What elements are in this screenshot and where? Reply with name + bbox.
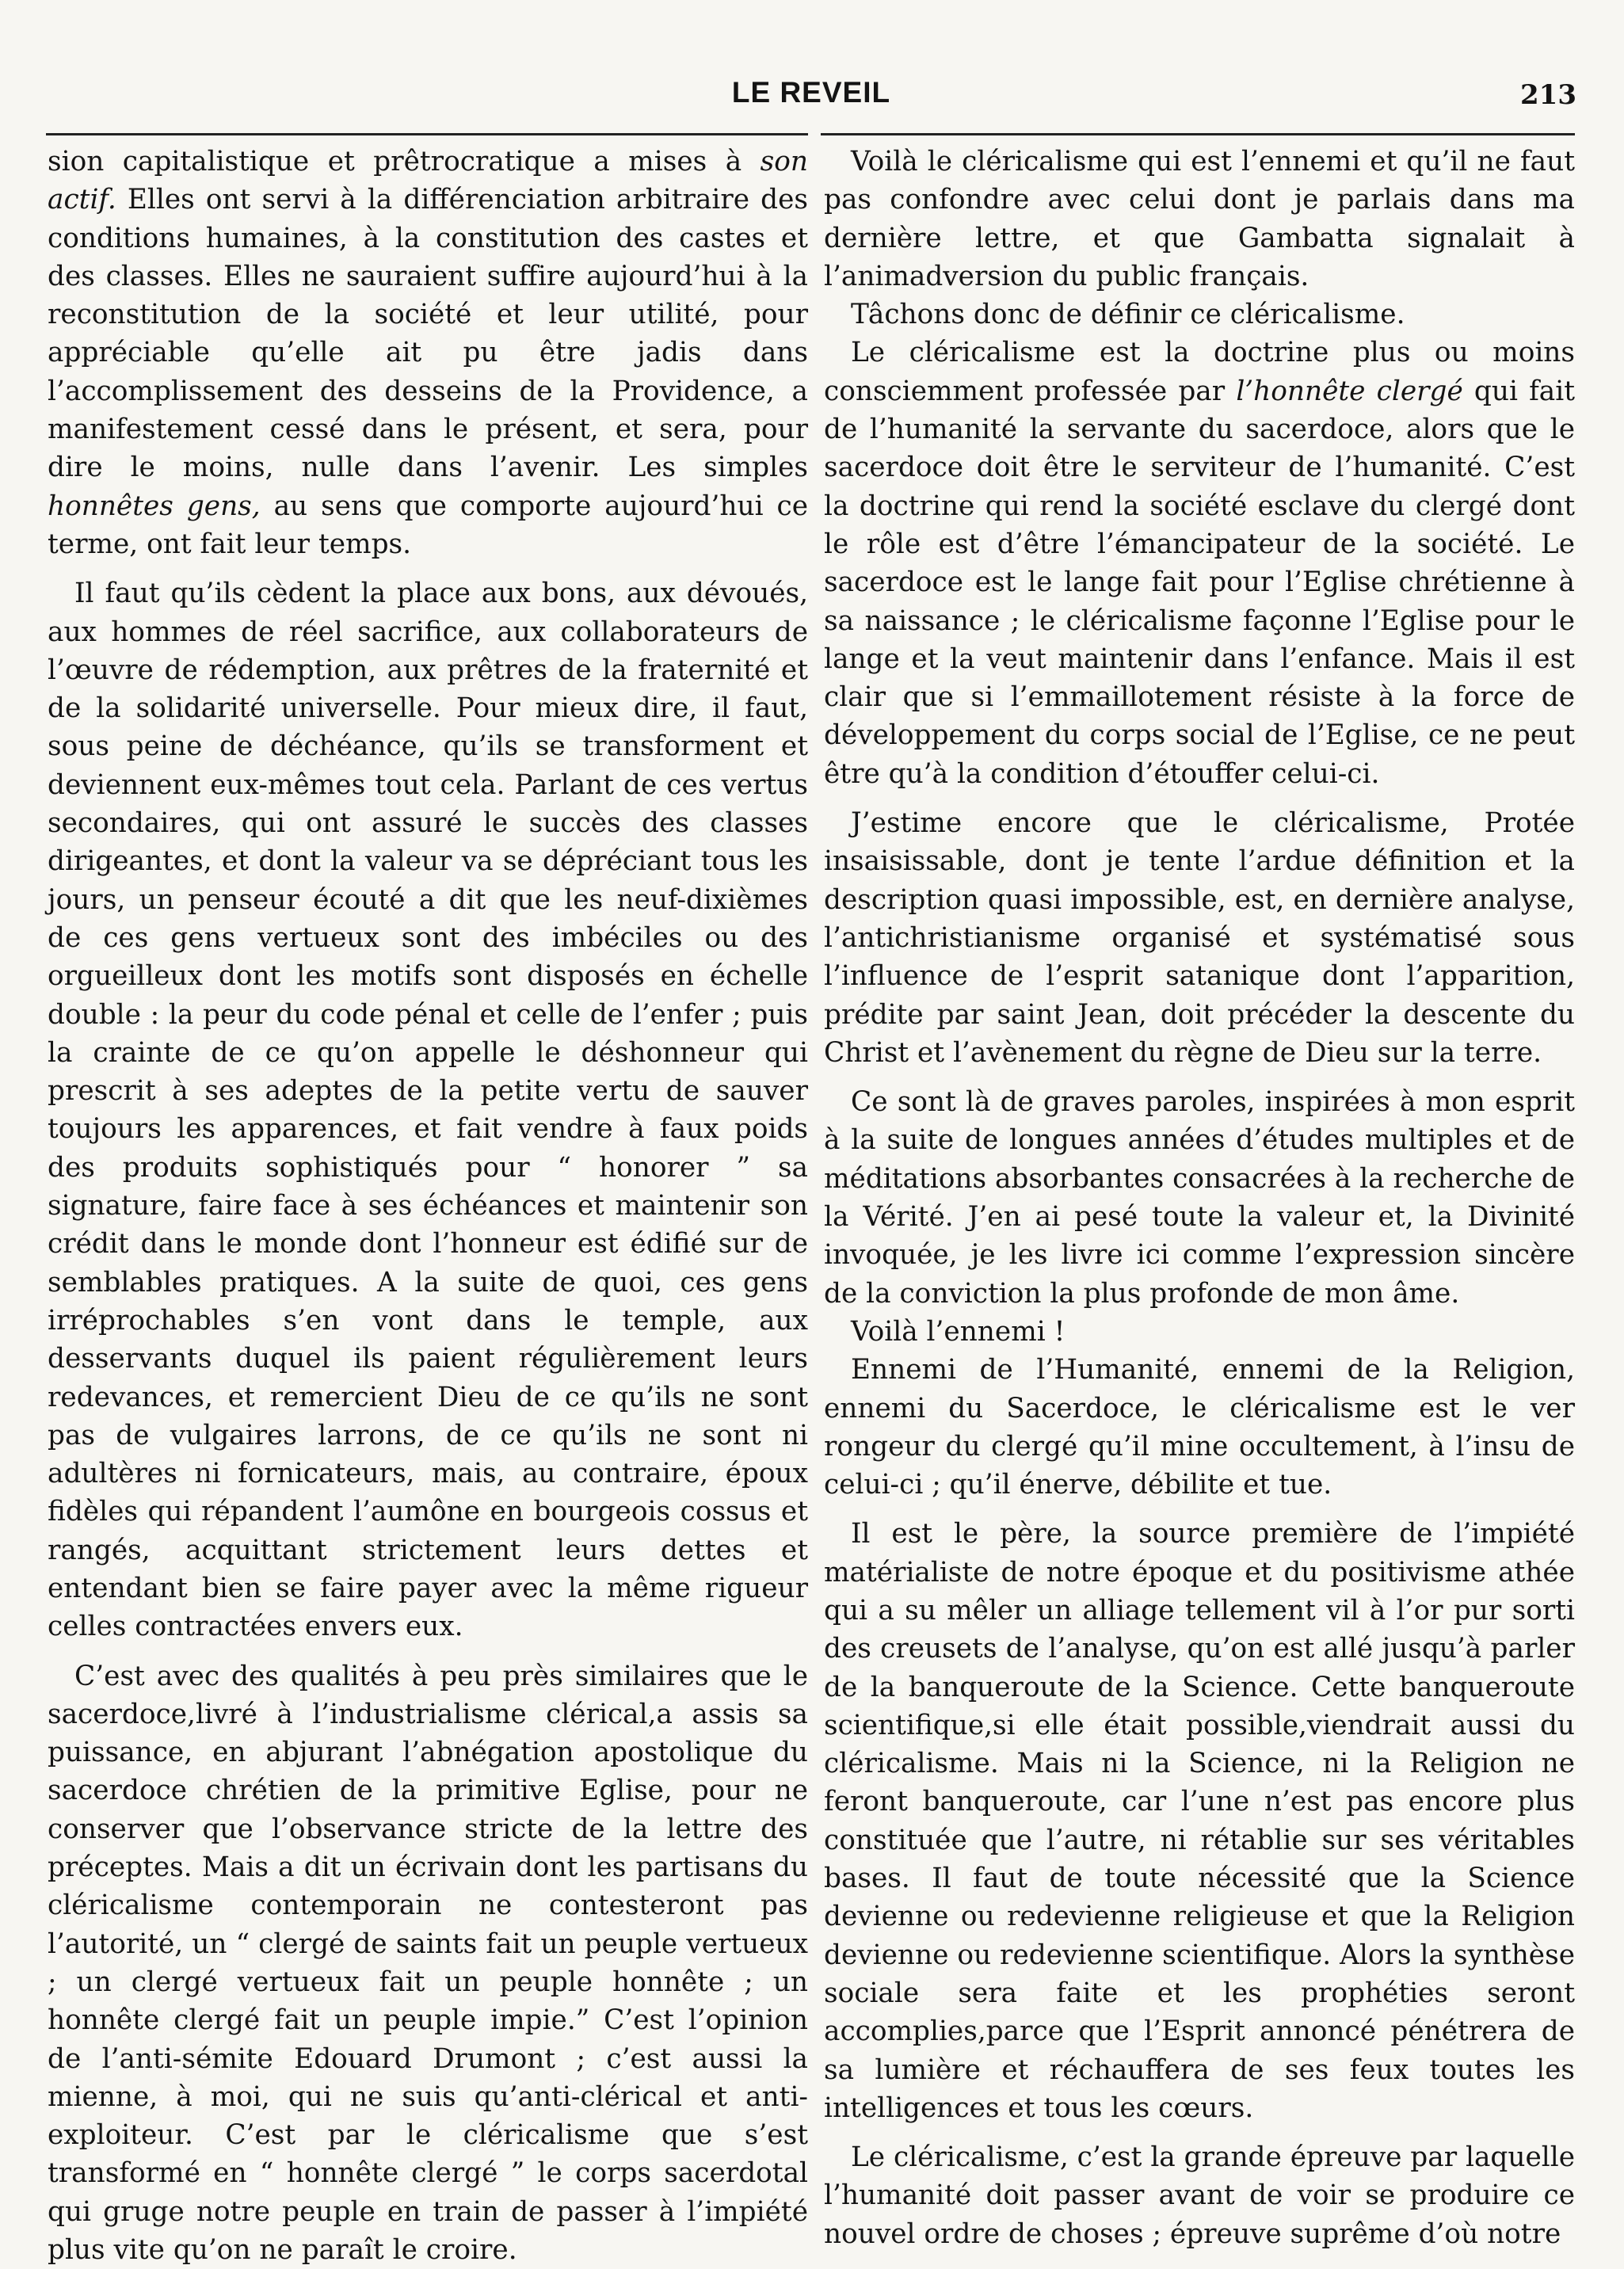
paragraph: sion capitalistique et prêtrocratique a mises à son actif. Elles ont servi à la différenciation arbitraire des conditions humaines, à la constitution des castes et des classes. Elles ne sauraient suffire aujourd’hui à la reconstitution de la société et leur utilité, pour appréciable qu’elle ait pu être jadis dans l’accomplissement des desseins de la Providence, a manifestement cessé dans le présent, et sera, pour dire le moins, nulle dans l’avenir. Les simples honnêtes gens, au sens que comporte aujourd’hui ce terme, ont fait leur temps.: [48, 146, 808, 560]
right-column: [824, 143, 1575, 2253]
paragraph: Il faut qu’ils cèdent la place aux bons, aux dévoués, aux hommes de réel sacrifice, aux collaborateurs de l’œuvre de rédemption, aux prêtres de la fraternité et de la solidarité universelle. Pour mieux dire, il faut, sous peine de déchéance, qu’ils se transforment et deviennent eux-mêmes tout cela. Parlant de ces vertus secondaires, qui ont assuré le succès des classes dirigeantes, et dont la valeur va se dépréciant tous les jours, un penseur écouté a dit que les neuf-dixièmes de ces gens vertueux sont des imbéciles ou des orgueilleux dont les motifs sont disposés en échelle double : la peur du code pénal et celle de l’enfer ; puis la crainte de ce qu’on appelle le déshonneur qui prescrit à ses adeptes de la petite vertu de sauver toujours les apparences, et fait vendre à faux poids des produits sophistiqués pour “ honorer ” sa signature, faire face à ses échéances et maintenir son crédit dans le monde dont l’honneur est édifié sur de semblables pratiques. A la suite de quoi, ces gens irréprochables s’en vont dans le temple, aux desservants duquel ils paient régulièrement leurs redevances, et remercient Dieu de ce qu’ils ne sont pas de vulgaires larrons, de ce qu’ils ne sont ni adultères ni fornicateurs, mais, au contraire, époux fidèles qui répandent l’aumône en bourgeois cossus et rangés, acquittant strictement leurs dettes et entendant bien se faire payer avec la même rigueur celles contractées envers eux.: [48, 578, 808, 1643]
paragraph: Il est le père, la source première de l’impiété matérialiste de notre époque et du positivisme athée qui a su mêler un alliage tellement vil à l’or pur sorti des creusets de l’analyse, qu’on est allé jusqu’à parler de la banqueroute de la Science. Cette banqueroute scientifique,si elle était possible,viendrait aussi du cléricalisme. Mais ni la Science, ni la Religion ne feront banqueroute, car l’une n’est pas encore plus constituée que l’autre, ni rétablie sur ses véritables bases. Il faut de toute nécessité que la Science devienne ou redevienne religieuse et que la Religion devienne ou redevienne scientifique. Alors la synthèse sociale sera faite et les prophéties seront accomplies,parce que l’Esprit annoncé pénétrera de sa lumière et réchauffera de ses feux toutes les intelligences et tous les cœurs.: [824, 1518, 1575, 2124]
italic-phrase: son actif.: [48, 146, 808, 216]
paragraph: Ennemi de l’Humanité, ennemi de la Religion, ennemi du Sacerdoce, le cléricalisme est le ver rongeur du clergé qu’il mine occultement, à l’insu de celui-ci ; qu’il énerve, débilite et tue.: [824, 1354, 1575, 1501]
paragraph: Voilà le cléricalisme qui est l’ennemi et qu’il ne faut pas confondre avec celui dont je parlais dans ma dernière lettre, et que Gambatta signalait à l’animadversion du public français.: [824, 146, 1575, 292]
paragraph: C’est avec des qualités à peu près similaires que le sacerdoce,livré à l’industrialisme clérical,a assis sa puissance, en abjurant l’abnégation apostolique du sacerdoce chrétien de la primitive Eglise, pour ne conserver que l’observance stricte de la lettre des préceptes. Mais a dit un écrivain dont les partisans du cléricalisme contemporain ne contesteront pas l’autorité, un “ clergé de saints fait un peuple vertueux ; un clergé vertueux fait un peuple honnête ; un honnête clergé fait un peuple impie.” C’est l’opinion de l’anti-sémite Edouard Drumont ; c’est aussi la mienne, à moi, qui ne suis qu’anti-clérical et anti-exploiteur. C’est par le cléricalisme que s’est transformé en “ honnête clergé ” le corps sacerdotal qui gruge notre peuple en train de passer à l’impiété plus vite qu’on ne paraît le croire.: [48, 1660, 808, 2267]
paragraph: Tâchons donc de définir ce cléricalisme.: [851, 299, 1405, 331]
page-number: 213: [1520, 79, 1576, 111]
header-rule-left: [46, 133, 808, 135]
paragraph: Voilà l’ennemi !: [851, 1315, 1066, 1348]
left-column: [48, 143, 808, 2269]
paragraph: Ce sont là de graves paroles, inspirées à mon esprit à la suite de longues années d’études multiples et de méditations absorbantes consacrées à la recherche de la Vérité. J’en ai pesé toute la valeur et, la Divinité invoquée, je les livre ici comme l’expression sincère de la conviction la plus profonde de mon âme.: [824, 1086, 1575, 1310]
paragraph: Le cléricalisme, c’est la grande épreuve par laquelle l’humanité doit passer avant de voir se produire ce nouvel ordre de choses ; épreuve suprême d’où notre: [824, 2141, 1575, 2250]
paragraph: Le cléricalisme est la doctrine plus ou moins consciemment professée par l’honnête clergé qui fait de l’humanité la servante du sacerdoce, alors que le sacerdoce doit être le serviteur de l’humanité. C’est la doctrine qui rend la société esclave du clergé dont le rôle est d’être l’émancipateur de la société. Le sacerdoce est le lange fait pour l’Eglise chrétienne à sa naissance ; le cléricalisme façonne l’Eglise pour le lange et la veut maintenir dans l’enfance. Mais il est clair que si l’emmaillotement résiste à la force de développement du corps social de l’Eglise, ce ne peut être qu’à la condition d’étouffer celui-ci.: [824, 337, 1575, 790]
italic-phrase: honnêtes gens,: [48, 490, 261, 522]
journal-title: LE REVEIL: [731, 76, 891, 109]
header-rule-right: [821, 133, 1575, 135]
running-head: [46, 76, 1576, 124]
italic-phrase: l’honnête clergé: [1236, 375, 1463, 407]
paragraph: J’estime encore que le cléricalisme, Protée insaisissable, dont je tente l’ardue définition et la description quasi impossible, est, en dernière analyse, l’antichristianisme organisé et systématisé sous l’influence de l’esprit satanique dont l’apparition, prédite par saint Jean, doit précéder la descente du Christ et l’avènement du règne de Dieu sur la terre.: [824, 807, 1575, 1069]
